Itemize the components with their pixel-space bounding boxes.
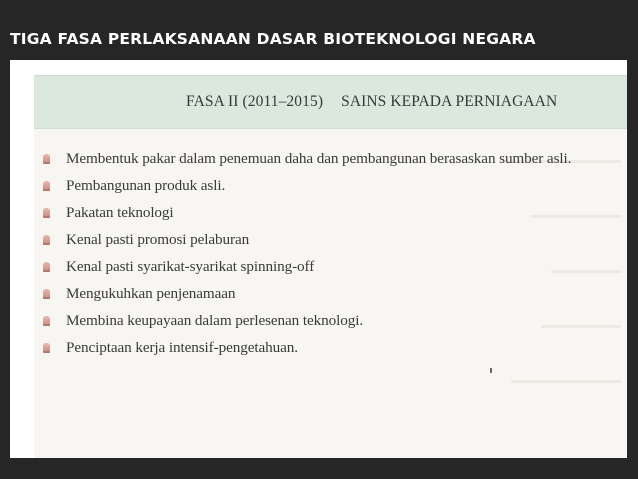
list-item	[34, 253, 571, 280]
list-item	[34, 334, 571, 361]
book-bullet-icon	[43, 343, 50, 353]
book-bullet-icon	[43, 316, 50, 326]
list-item	[34, 280, 571, 307]
scan-speck	[490, 368, 492, 373]
list-item	[34, 145, 571, 172]
slide-title: TIGA FASA PERLAKSANAAN DASAR BIOTEKNOLOGI NEGARA	[10, 30, 536, 48]
phase-label: FASA II (2011–2015)	[186, 93, 324, 110]
book-bullet-icon	[43, 208, 50, 218]
list-item	[34, 172, 571, 199]
list-item	[34, 307, 571, 334]
book-bullet-icon	[43, 262, 50, 272]
list-item-text: Pembangunan produk asli.	[66, 176, 226, 194]
phase-theme: SAINS KEPADA PERNIAGAAN	[341, 93, 558, 110]
scanned-page	[34, 75, 627, 458]
book-bullet-icon	[43, 181, 50, 191]
list-item	[34, 199, 571, 226]
scanned-table-image	[10, 60, 627, 458]
book-bullet-icon	[43, 154, 50, 164]
list-item-text: Pakatan teknologi	[66, 203, 174, 221]
phase-header	[186, 93, 557, 111]
list-item-text: Membina keupayaan dalam perlesenan teknologi.	[66, 311, 364, 329]
list-item-text: Kenal pasti syarikat-syarikat spinning-off	[66, 257, 315, 275]
book-bullet-icon	[43, 289, 50, 299]
list-item-text: Kenal pasti promosi pelaburan	[66, 230, 250, 248]
strategy-list	[34, 145, 571, 361]
book-bullet-icon	[43, 235, 50, 245]
bleed-through-mark	[511, 380, 621, 383]
list-item-text: Mengukuhkan penjenamaan	[66, 284, 236, 302]
list-item	[34, 226, 571, 253]
phase-header-band	[34, 75, 627, 129]
list-item-text: Penciptaan kerja intensif-pengetahuan.	[66, 338, 298, 356]
list-item-text: Membentuk pakar dalam penemuan daha dan pembangunan berasaskan sumber asli.	[66, 149, 572, 167]
